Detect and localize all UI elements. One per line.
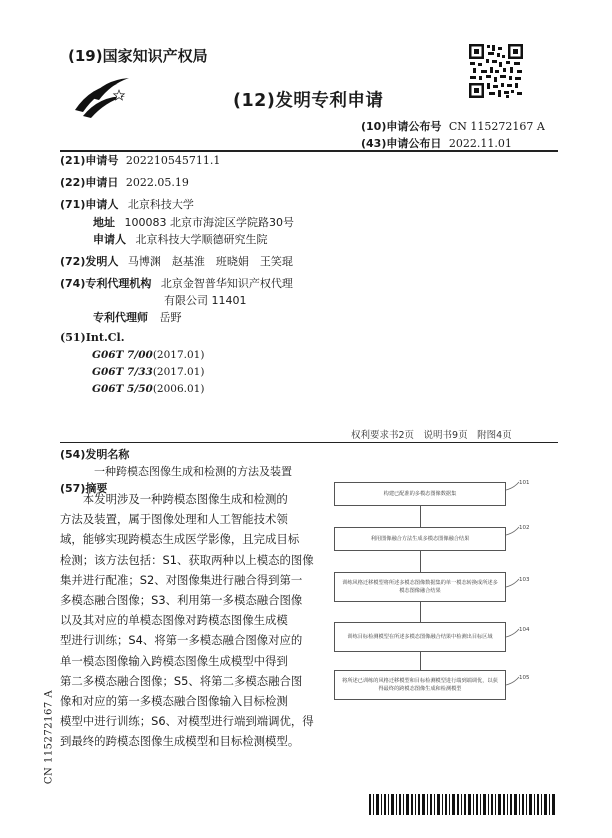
class-year: (2017.01) [152, 349, 205, 361]
abstract-line: 模型中进行训练；S6、对模型进行端到端调优，得 [60, 714, 314, 729]
class-row [92, 366, 204, 378]
flow-connector [420, 551, 421, 572]
address-label: 地址 [93, 216, 115, 229]
pub-no-label: (10)申请公布号 [361, 120, 442, 133]
flow-connector [420, 652, 421, 670]
class-code: G06T 5/50 [92, 383, 153, 395]
agent-label: 专利代理师 [93, 311, 148, 324]
abstract-line: 方法及装置，属于图像处理和人工智能技术领 [60, 512, 288, 527]
flow-connector [420, 506, 421, 527]
abstract-line: 集并进行配准；S2、对图像集进行融合得到第一 [60, 572, 303, 587]
flow-step-box: 训练目标检测模型在所述多模态图像融合结果中检测出目标区域 [334, 622, 506, 652]
barcode [369, 794, 555, 815]
app-date-label: (22)申请日 [60, 176, 119, 189]
side-publication-number: CN 115272167 A [43, 689, 55, 785]
pub-date: 2022.11.01 [448, 137, 512, 150]
pub-no: CN 115272167 A [448, 120, 545, 133]
flow-step-box: 利用图像融合方法生成多模态图像融合结果 [334, 527, 506, 551]
flow-step-number: 105 [519, 675, 530, 681]
class-year: (2017.01) [152, 366, 205, 378]
flow-step-box: 将所述已训练的风格迁移模型和目标检测模型进行端到端调优，以获得最终的跨模态图像生成和检测模型 [334, 670, 506, 700]
abstract-line: 像和对应的第一多模态融合图像输入目标检测 [60, 693, 288, 708]
office-logo [73, 76, 131, 120]
int-cl-label: (51)Int.Cl. [60, 331, 125, 344]
applicant: 北京科技大学 [127, 198, 194, 211]
title-label: (54)发明名称 [60, 448, 130, 461]
address: 100083 北京市海淀区学院路30号 [124, 216, 294, 229]
invention-title: 一种跨模态图像生成和检测的方法及装置 [94, 465, 292, 478]
inventors: 马博渊 赵基淮 班晓娟 王笑琨 [127, 255, 293, 268]
agency-line-1: 北京金智普华知识产权代理 [160, 277, 293, 290]
flow-step-box: 构建已配准的多模态图像数据集 [334, 482, 506, 506]
office-name: (19)国家知识产权局 [68, 47, 208, 65]
flow-step-number: 101 [519, 480, 530, 486]
flow-leader-lines [506, 478, 520, 698]
app-date: 2022.05.19 [125, 176, 189, 189]
applicant-label: (71)申请人 [60, 198, 119, 211]
flow-step-number: 102 [519, 525, 530, 531]
agent: 岳野 [159, 311, 182, 324]
flow-step-number: 104 [519, 627, 530, 633]
abstract-line: 域，能够实现跨模态生成医学影像，且完成目标 [60, 532, 300, 547]
class-row [92, 383, 204, 395]
class-code: G06T 7/00 [92, 349, 153, 361]
flow-connector [420, 602, 421, 622]
class-year: (2006.01) [152, 383, 205, 395]
section-divider [60, 442, 558, 443]
abstract-line: 以及其对应的单模态图像对跨模态图像生成模 [60, 613, 288, 628]
abstract-line: 本发明涉及一种跨模态图像生成和检测的 [60, 492, 288, 506]
abstract-line: 单一模态图像输入跨模态图像生成模型中得到 [60, 653, 288, 668]
abstract-line: 多模态融合图像；S3、利用第一多模态融合图像 [60, 592, 303, 607]
agency-line-2: 有限公司 11401 [164, 294, 247, 307]
applicant2: 北京科技大学顺德研究生院 [135, 233, 268, 246]
document-type: (12)发明专利申请 [233, 91, 384, 111]
abstract-line: 检测；该方法包括：S1、获取两种以上模态的图像 [60, 552, 314, 567]
flow-step-number: 103 [519, 577, 530, 583]
applicant2-label: 申请人 [93, 233, 126, 246]
class-row [92, 349, 204, 361]
page-counts: 权利要求书2页 说明书9页 附图4页 [351, 430, 512, 441]
app-no-label: (21)申请号 [60, 154, 119, 167]
class-code: G06T 7/33 [92, 366, 153, 378]
flow-step-box: 训练风格迁移模型将所述多模态图像数据集的单一模态转换成所述多模态图像融合结果 [334, 572, 506, 602]
abstract-line: 到最终的跨模态图像生成模型和目标检测模型。 [60, 734, 300, 749]
app-no: 202210545711.1 [125, 154, 221, 167]
qr-code [468, 43, 524, 99]
abstract-text [60, 489, 312, 751]
pub-date-label: (43)申请公布日 [361, 137, 442, 150]
abstract-line: 第二多模态融合图像；S5、将第二多模态融合图 [60, 673, 303, 688]
abstract-label: (57)摘要 [60, 482, 108, 495]
inventor-label: (72)发明人 [60, 255, 119, 268]
abstract-line: 型进行训练；S4、将第一多模态融合图像对应的 [60, 633, 303, 648]
agency-label: (74)专利代理机构 [60, 277, 152, 290]
